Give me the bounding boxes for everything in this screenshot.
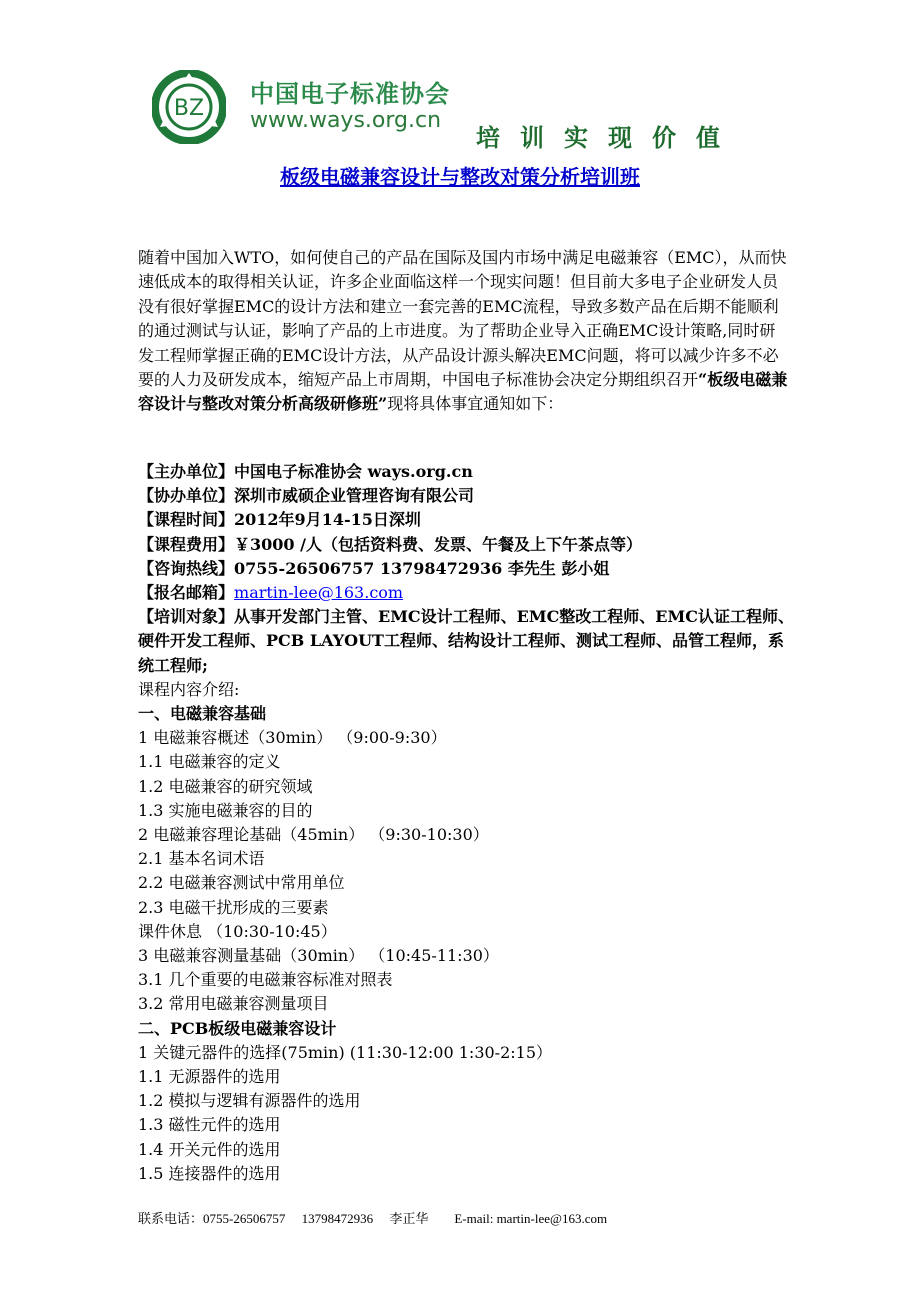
time-value: 2012年9月14-15日深圳 (234, 510, 421, 530)
intro-closing: 现将具体事宜通知如下： (387, 394, 564, 414)
course-outline (138, 702, 798, 1186)
organization-url: www.ways.org.cn (250, 108, 442, 133)
email-link[interactable]: martin-lee@163.com (234, 583, 404, 603)
fee-value: ￥3000 /人（包括资料费、发票、午餐及上下午茶点等） (234, 534, 642, 554)
fee-label: 【课程费用】 (138, 534, 235, 554)
intro-text: 随着中国加入WTO，如何使自己的产品在国际及国内市场中满足电磁兼容（EMC），从而快速低成本的取得相关认证，许多企业面临这样一个现实问题！但目前大多电子企业研发人员没有很好掌握EMC的设计方法和建立一套完善的EMC流程，导致多数产品在后期不能顺利的通过测试与认证，影响了产品的上市进度。为了帮助企业导入正确EMC设计策略,同时研发工程师掌握正确的EMC设计方法，从产品设计源头解决EMC问题，将可以减少许多不必要的人力及研发成本，缩短产品上市周期，中国电子标准协会决定分期组织召开 (138, 248, 787, 390)
target-label: 【培训对象】 (138, 607, 235, 627)
host-label: 【主办单位】 (138, 462, 235, 481)
outline-item: 1.5 连接器件的选用 (138, 1163, 281, 1183)
target-value: 从事开发部门主管、EMC设计工程师、EMC整改工程师、EMC认证工程师、硬件开发工程师、PCB LAYOUT工程师、结构设计工程师、测试工程师、品管工程师，系统工程师; (138, 607, 794, 675)
logo-text: BZ (173, 96, 205, 121)
host-row (138, 460, 798, 484)
hotline-row (138, 557, 798, 581)
hotline-label: 【咨询热线】 (138, 558, 235, 578)
outline-item: 课件休息 （10:30-10:45） (138, 921, 337, 941)
outline-item: 1.2 电磁兼容的研究领域 (138, 776, 313, 796)
outline-item: 2.3 电磁干扰形成的三要素 (138, 897, 329, 917)
organization-name: 中国电子标准协会 (250, 80, 450, 108)
outline-section-heading: 二、PCB板级电磁兼容设计 (138, 1018, 337, 1038)
co-host-row (138, 484, 798, 508)
outline-item: 1.4 开关元件的选用 (138, 1139, 281, 1159)
time-label: 【课程时间】 (138, 510, 235, 530)
course-details (138, 460, 798, 1186)
outline-item: 2 电磁兼容理论基础（45min） （9:30-10:30） (138, 825, 489, 845)
co-host-value: 深圳市威硕企业管理咨询有限公司 (234, 486, 475, 506)
outline-item: 1.1 电磁兼容的定义 (138, 752, 281, 772)
outline-item: 3 电磁兼容测量基础（30min） （10:45-11:30） (138, 946, 499, 966)
footer-contact: 联系电话：0755-26506757 13798472936 李正华 E-mail: martin-lee@163.com (138, 1211, 608, 1226)
email-row (138, 581, 798, 605)
intro-course-name: “板级电磁兼容设计与整改对策分析高级研修班” (138, 370, 788, 414)
outline-item: 1.3 磁性元件的选用 (138, 1115, 281, 1135)
course-title-link[interactable]: 板级电磁兼容设计与整改对策分析培训班 (280, 165, 640, 189)
outline-item: 2.2 电磁兼容测试中常用单位 (138, 873, 345, 893)
email-label: 【报名邮箱】 (138, 583, 235, 603)
outline-item: 1 关键元器件的选择(75min) (11:30-12:00 1:30-2:15） (138, 1042, 553, 1062)
host-value: 中国电子标准协会 ways.org.cn (234, 462, 473, 481)
course-intro-label: 课程内容介绍: (138, 679, 240, 699)
fee-row (138, 533, 798, 557)
outline-item: 2.1 基本名词术语 (138, 849, 265, 869)
outline-item: 1 电磁兼容概述（30min） （9:00-9:30） (138, 728, 447, 748)
outline-section-heading: 一、电磁兼容基础 (138, 704, 267, 724)
slogan: 培训实现价值 (476, 123, 740, 152)
hotline-value: 0755-26506757 13798472936 李先生 彭小姐 (234, 558, 610, 578)
outline-item: 1.3 实施电磁兼容的目的 (138, 800, 313, 820)
outline-item: 3.2 常用电磁兼容测量项目 (138, 994, 329, 1014)
outline-item: 3.1 几个重要的电磁兼容标准对照表 (138, 970, 393, 990)
logo-icon (152, 70, 226, 144)
target-row (138, 605, 798, 678)
intro-paragraph (138, 246, 788, 417)
time-row (138, 508, 798, 532)
co-host-label: 【协办单位】 (138, 486, 235, 506)
outline-item: 1.1 无源器件的选用 (138, 1067, 281, 1087)
outline-item: 1.2 模拟与逻辑有源器件的选用 (138, 1091, 361, 1111)
